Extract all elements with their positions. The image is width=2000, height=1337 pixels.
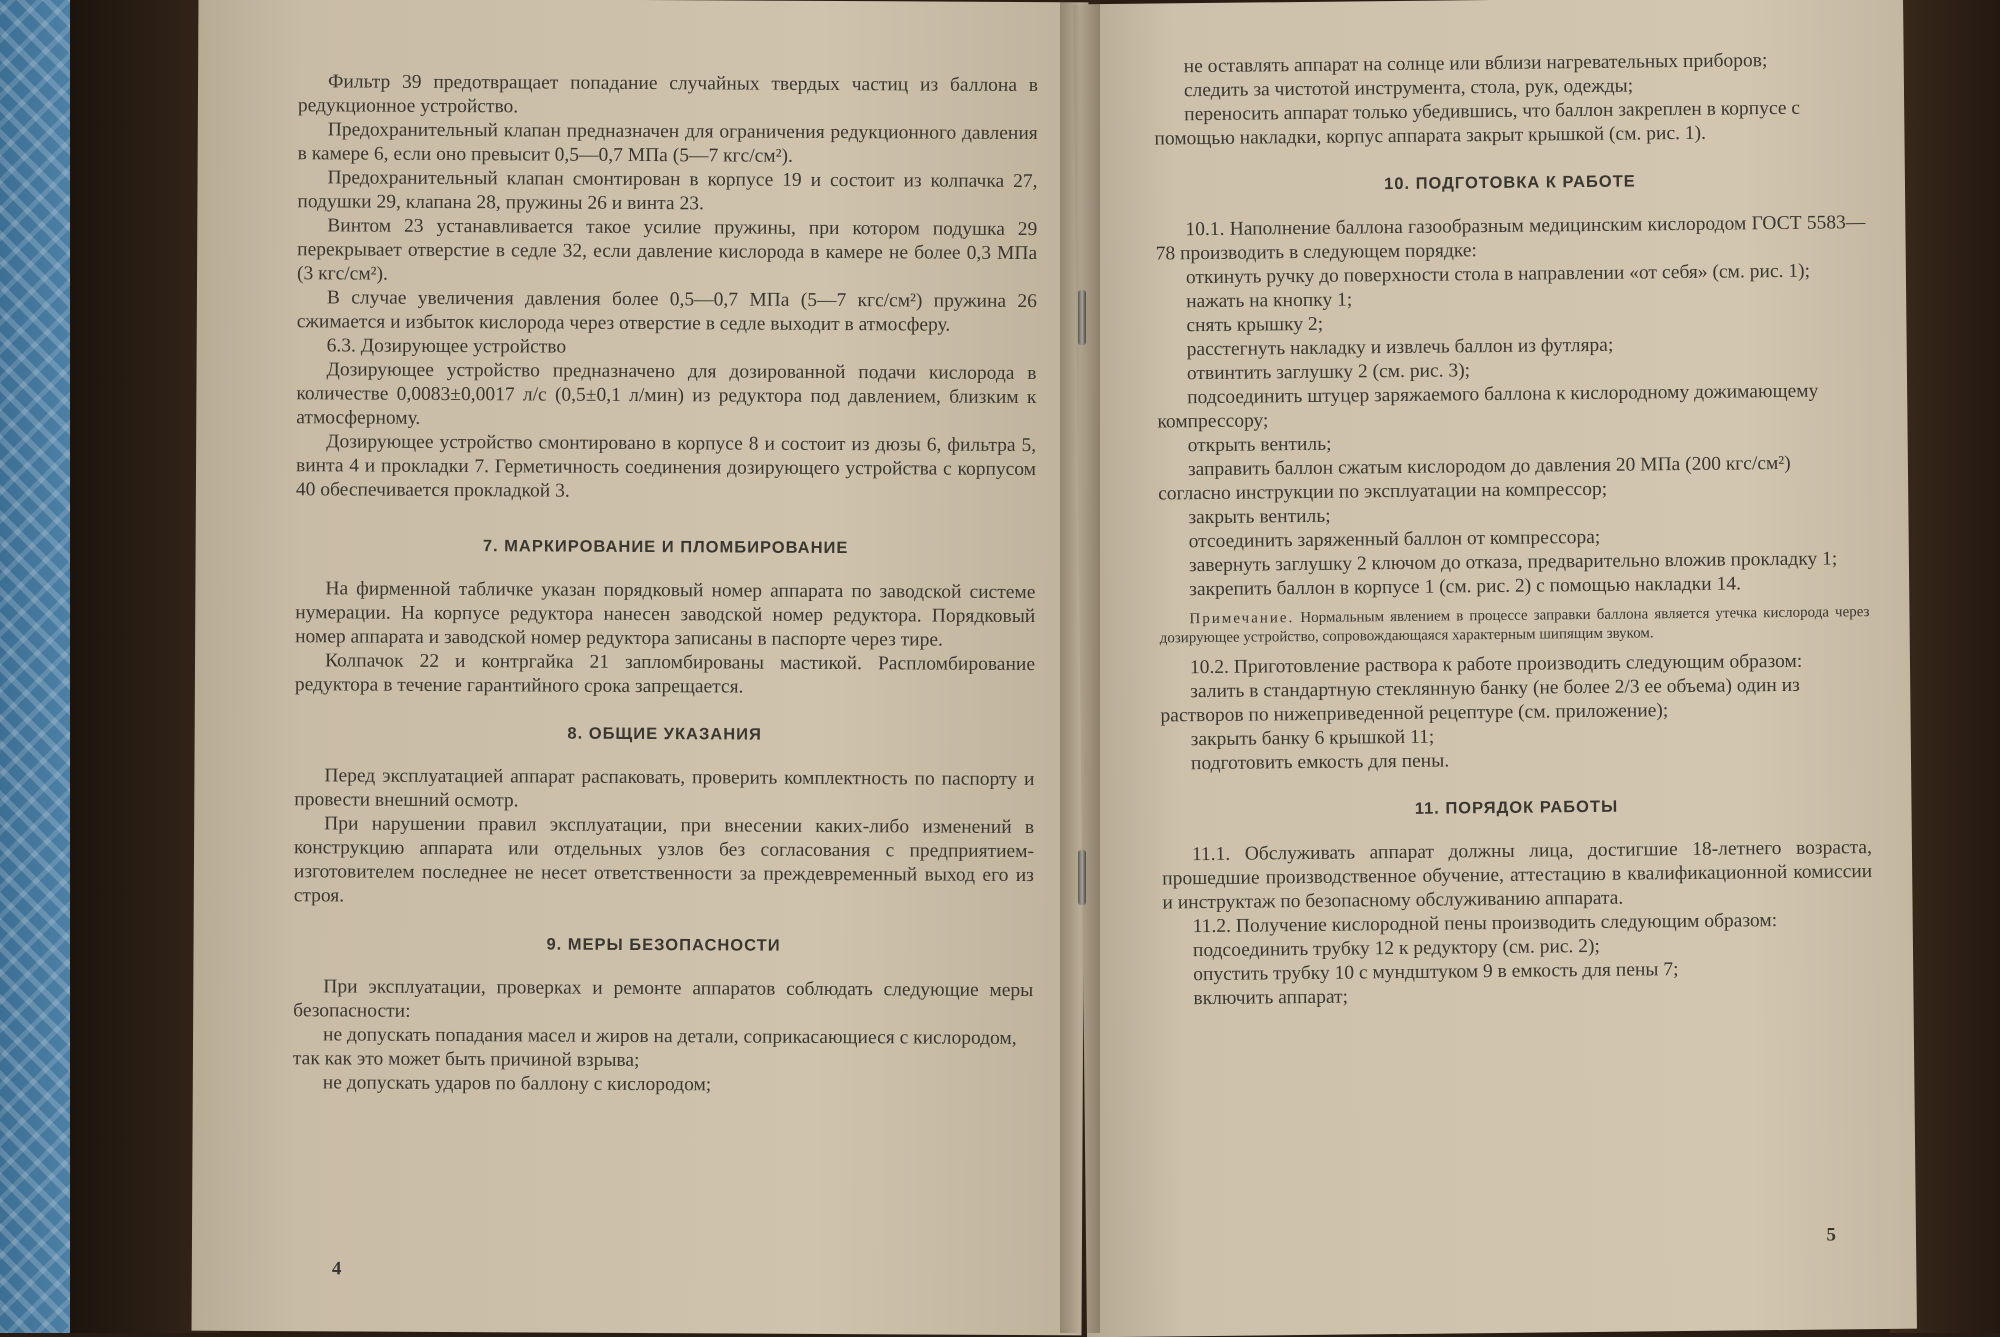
note — [1159, 603, 1869, 648]
list-item: подсоединить трубку 12 к редуктору (см. рис. 2); — [1192, 935, 1601, 962]
list-item: подсоединить штуцер заряжаемого баллона к кислородному дожимающему компрессору; — [1157, 380, 1819, 433]
paragraph: Дозирующее устройство смонтировано в корпусе 8 и состоит из дюзы 6, фильтра 5, винта 4 и прокладки 7. Герметичность соединения дозирующего устройства с корпусом 40 обеспечивается прокладкой 3. — [295, 431, 1037, 502]
left-page — [192, 0, 1089, 1335]
list-item: откинуть ручку до поверхности стола в направлении «от себя» (см. рис. 1); — [1185, 260, 1811, 289]
list-item: не оставлять аппарат на солнце или вблизи нагревательных приборов; — [1183, 50, 1768, 78]
list-item: завернуть заглушку 2 ключом до отказа, предварительно вложив прокладку 1; — [1188, 548, 1838, 577]
list-item: не допускать попадания масел и жиров на детали, соприкасающиеся с кислородом, так как это может быть причиной взрыва; — [292, 1024, 1017, 1072]
list-item: переносить аппарат только убедившись, что баллон закреплен в корпусе с помощью накладки, корпус аппарата закрыт крышкой (см. рис. 1). — [1154, 97, 1801, 150]
paragraph: 10.1. Наполнение баллона газообразным медицинским кислородом ГОСТ 5583—78 производить в следующем порядке: — [1155, 212, 1866, 265]
list-item: заправить баллон сжатым кислородом до давления 20 МПа (200 кгс/см²) согласно инструкции по эксплуатации на компрессор; — [1158, 452, 1791, 505]
list-item: не допускать ударов по баллону с кислородом; — [322, 1072, 712, 1096]
subsection-title: 6.3. Дозирующее устройство — [326, 335, 567, 358]
note-label: Примечание. — [1189, 610, 1295, 628]
staple — [1078, 850, 1086, 905]
right-page — [1073, 0, 1917, 1337]
list-item: включить аппарат; — [1193, 986, 1349, 1010]
list-item: опустить трубку 10 с мундштуком 9 в емкость для пены 7; — [1193, 959, 1679, 986]
paragraph: Дозирующее устройство предназначено для дозированной подачи кислорода в количестве 0,0083±0,0017 л/с (0,5±0,1 л/мин) из редуктора под давлением, близким к атмосферному. — [296, 359, 1037, 429]
list-item: закрыть банку 6 крышкой 11; — [1190, 726, 1435, 751]
paragraph: 11.1. Обслуживать аппарат должны лица, достигшие 18-летнего возраста, прошедшие производственное обучение, аттестацию в квалификационной комиссии и инструктаж по безопасному обслуживанию аппарата. — [1162, 837, 1873, 914]
paragraph: Предохранительный клапан предназначен для ограничения редукционного давления в камере 6, если оно превысит 0,5—0,7 МПа (5—7 кгс/см²). — [297, 119, 1038, 167]
list-item: залить в стандартную стеклянную банку (не более 2/3 ее объема) один из растворов по нижеприведенной рецептуре (см. приложение); — [1160, 674, 1800, 727]
list-item: следить за чистотой инструмента, стола, рук, одежды; — [1183, 75, 1634, 102]
note-text: Нормальным явлением в процессе заправки баллона является утечка кислорода через дозирующее устройство, сопровождающаяся характерным шипящим звуком. — [1159, 604, 1870, 647]
paragraph: Предохранительный клапан смонтирован в корпусе 19 и состоит из колпачка 27, подушки 29, клапана 28, пружины 26 и винта 23. — [297, 167, 1038, 215]
paragraph: 11.2. Получение кислородной пены производить следующим образом: — [1192, 910, 1778, 938]
paragraph: Перед эксплуатацией аппарат распаковать, проверить комплектность по паспорту и провести внешний осмотр. — [294, 765, 1035, 812]
paragraph: В случае увеличения давления более 0,5—0,7 МПа (5—7 кгс/см²) пружина 26 сжимается и избыток кислорода через отверстие в седле выходит в атмосферу. — [296, 287, 1037, 336]
book-gutter — [1060, 0, 1100, 1333]
section-title: 10. ПОДГОТОВКА К РАБОТЕ — [1384, 172, 1636, 194]
paragraph: При нарушении правил эксплуатации, при внесении каких-либо изменений в конструкцию аппарата или отдельных узлов без согласования с предприятием-изготовителем последнее не несет ответственности за преждевременный выход его из строя. — [293, 813, 1035, 907]
section-title: 8. ОБЩИЕ УКАЗАНИЯ — [567, 724, 762, 744]
paragraph: Винтом 23 устанавливается такое усилие пружины, при котором подушка 29 перекрывает отверстие в седле 32, если давление кислорода в камере не более 0,3 МПа (3 кгс/см²). — [296, 215, 1038, 285]
list-item: отвинтить заглушку 2 (см. рис. 3); — [1186, 360, 1471, 385]
list-item: нажать на кнопку 1; — [1186, 289, 1353, 313]
page-number: 4 — [331, 1258, 342, 1280]
paragraph: На фирменной табличке указан порядковый номер аппарата по заводской системе нумерации. На корпусе редуктора нанесен заводской номер редуктора. Порядковый номер аппарата и заводской номер редуктора записаны в паспорте через тире. — [295, 578, 1036, 651]
paragraph: При эксплуатации, проверках и ремонте аппаратов соблюдать следующие меры безопасности: — [293, 976, 1034, 1022]
paragraph: Фильтр 39 предотвращает попадание случайных твердых частиц из баллона в редукционное устройство. — [297, 71, 1039, 118]
section-title: 7. МАРКИРОВАНИЕ И ПЛОМБИРОВАНИЕ — [482, 537, 849, 558]
staple — [1078, 290, 1086, 345]
paragraph: 10.2. Приготовление раствора к работе производить следующим образом: — [1189, 650, 1803, 679]
list-item: закрыть вентиль; — [1188, 505, 1331, 529]
list-item: подготовить емкость для пены. — [1190, 750, 1450, 775]
list-item: отсоединить заряженный баллон от компрессора; — [1188, 526, 1601, 553]
section-title: 9. МЕРЫ БЕЗОПАСНОСТИ — [546, 935, 781, 955]
section-title: 11. ПОРЯДОК РАБОТЫ — [1414, 797, 1619, 818]
list-item: расстегнуть накладку и извлечь баллон из футляра; — [1186, 334, 1614, 361]
paragraph: Колпачок 22 и контргайка 21 запломбированы мастикой. Распломбирование редуктора в течение гарантийного срока запрещается. — [294, 650, 1036, 698]
list-item: открыть вентиль; — [1187, 433, 1332, 457]
list-item: снять крышку 2; — [1186, 313, 1324, 337]
list-item: закрепить баллон в корпусе 1 (см. рис. 2) с помощью накладки 14. — [1189, 573, 1741, 601]
page-number: 5 — [1826, 1224, 1837, 1246]
